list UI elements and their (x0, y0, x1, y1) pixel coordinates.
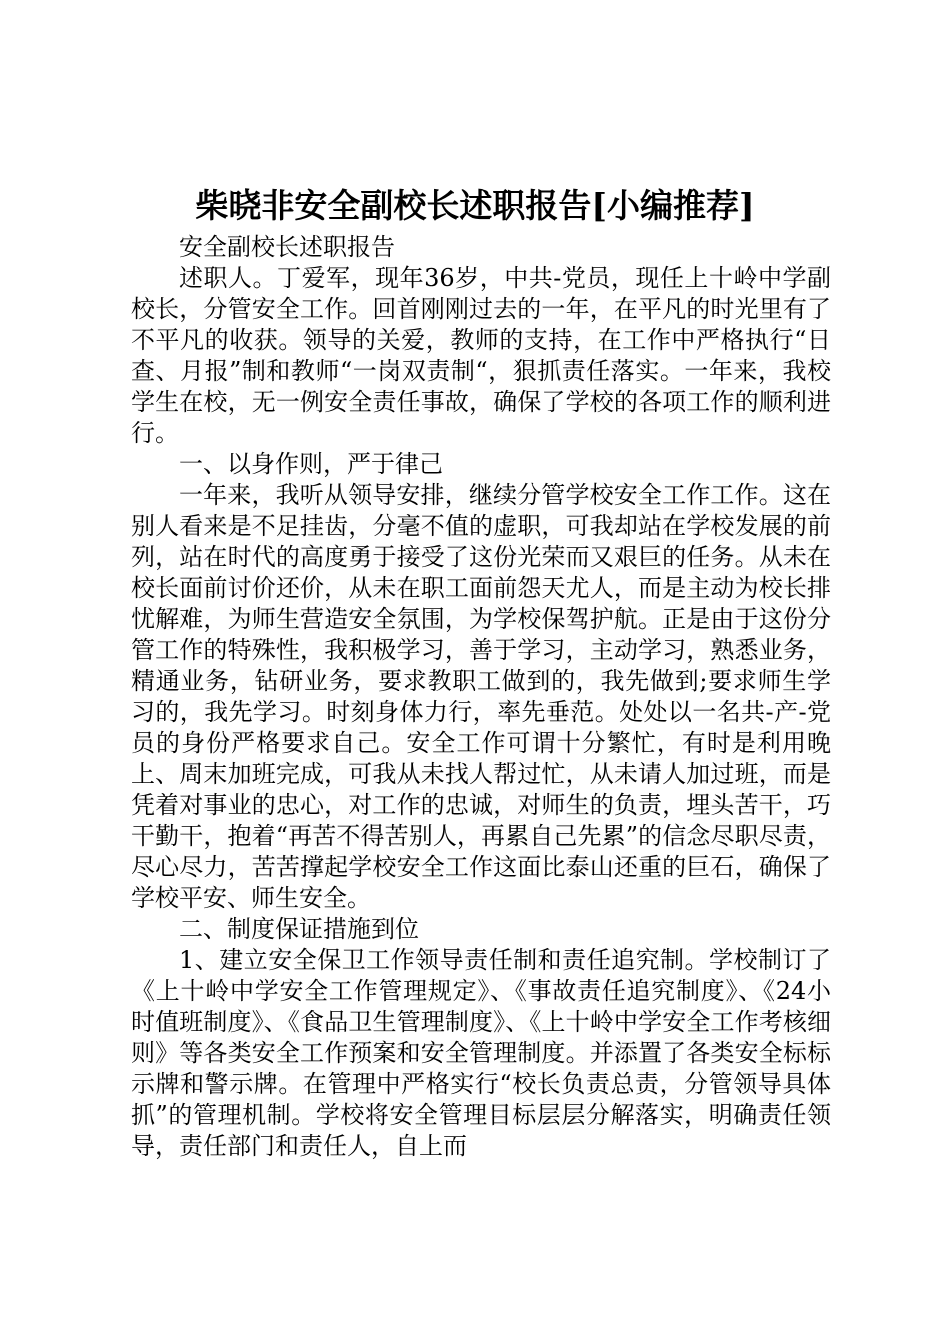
intro-paragraph: 述职人。丁爱军，现年36岁，中共-党员，现任上十岭中学副校长，分管安全工作。回首刚刚过去的一年，在平凡的时光里有了不平凡的收获。领导的关爱，教师的支持，在工作中严格执行“日查、月报”制和教师“一岗双责制“，狠抓责任落实。一年来，我校学生在校，无一例安全责任事故，确保了学校的各项工作的顺利进行。 (131, 264, 831, 447)
document-title: 柴晓非安全副校长述职报告[小编推荐] (195, 186, 755, 225)
section-2-paragraph: 1、建立安全保卫工作领导责任制和责任追究制。学校制订了《上十岭中学安全工作管理规定》、《事故责任追究制度》、《24小时值班制度》、《食品卫生管理制度》、《上十岭中学安全工作考核细则》等各类安全工作预案和安全管理制度。并添置了各类安全标标示牌和警示牌。在管理中严格实行“校长负责总责，分管领导具体抓”的管理机制。学校将安全管理目标层层分解落实，明确责任领导，责任部门和责任人，自上而 (131, 946, 831, 1160)
section-1-paragraph: 一年来，我听从领导安排，继续分管学校安全工作工作。这在别人看来是不足挂齿，分毫不值的虚职，可我却站在学校发展的前列，站在时代的高度勇于接受了这份光荣而又艰巨的任务。从未在校长面前讨价还价，从未在职工面前怨天尤人，而是主动为校长排忧解难，为师生营造安全氛围，为学校保驾护航。正是由于这份分管工作的特殊性，我积极学习，善于学习，主动学习，熟悉业务，精通业务，钻研业务，要求教职工做到的，我先做到;要求师生学习的，我先学习。时刻身体力行，率先垂范。处处以一名共-产-党员的身份严格要求自己。安全工作可谓十分繁忙，有时是利用晚上、周末加班完成，可我从未找人帮过忙，从未请人加过班，而是凭着对事业的忠心，对工作的忠诚，对师生的负责，埋头苦干，巧干勤干，抱着“再苦不得苦别人，再累自己先累”的信念尽职尽责，尽心尽力，苦苦撑起学校安全工作这面比泰山还重的巨石，确保了学校平安、师生安全。 (131, 481, 831, 912)
document-body (131, 232, 831, 1162)
subtitle-paragraph: 安全副校长述职报告 (179, 233, 395, 261)
section-heading-2: 二、制度保证措施到位 (179, 915, 419, 943)
section-heading-1: 一、以身作则，严于律己 (179, 450, 443, 478)
